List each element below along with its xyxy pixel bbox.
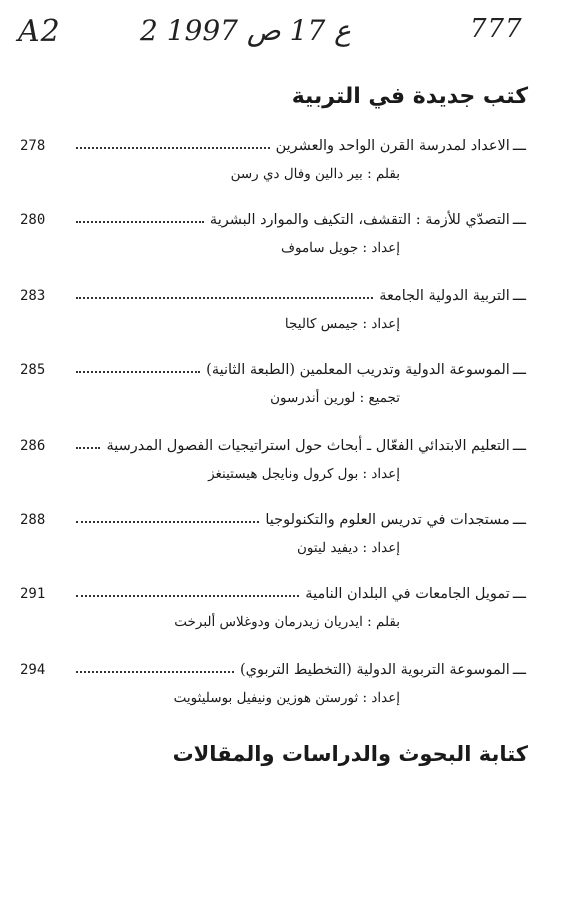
toc-entry (0, 432, 566, 510)
toc-entry (0, 506, 566, 584)
entry-page-number: 283 (20, 288, 46, 304)
entry-dash: ـــ (512, 136, 526, 154)
entry-title: تمويل الجامعات في البلدان النامية (305, 586, 510, 602)
entry-author: إعداد : جويل ساموف (280, 240, 400, 256)
handwritten-note-left: A2 (18, 14, 61, 49)
entry-page-number: 294 (20, 662, 46, 678)
entry-author: بقلم : ايدريان زيدرمان ودوغلاس ألبرخت (174, 614, 400, 630)
entry-title: الاعداد لمدرسة القرن الواحد والعشرين (275, 138, 510, 154)
entry-dash: ـــ (512, 510, 526, 528)
leader-dots (76, 220, 204, 223)
entry-author: إعداد : جيمس كاليجا (284, 316, 400, 332)
toc-entry (0, 206, 566, 284)
entry-author: إعداد : بول كرول ونايجل هيستينغز (208, 466, 400, 482)
entry-author: بقلم : بير دالين وفال دي رسن (230, 166, 400, 182)
entry-page-number: 286 (20, 438, 46, 454)
leader-dots (76, 446, 100, 449)
entry-page-number: 280 (20, 212, 46, 228)
entry-title: الموسوعة الدولية وتدريب المعلمين (الطبعة الثانية) (206, 362, 510, 378)
entry-dash: ـــ (512, 584, 526, 602)
leader-dots (76, 146, 270, 149)
entry-dash: ـــ (512, 436, 526, 454)
toc-entry (0, 132, 566, 210)
bottom-section-title: كتابة البحوث والدراسات والمقالات (172, 742, 528, 766)
entry-title: التصدّي للأزمة : التقشف، التكيف والموارد البشرية (209, 212, 510, 228)
entry-author: إعداد : ثورستن هوزين ونيفيل بوسليثويت (173, 690, 400, 706)
entry-title: مستجدات في تدريس العلوم والتكنولوجيا (265, 512, 510, 528)
handwritten-note-right: 777 (470, 14, 523, 44)
toc-entry (0, 356, 566, 434)
leader-dots (76, 594, 299, 597)
toc-entry (0, 580, 566, 658)
leader-dots (76, 296, 373, 299)
handwritten-note-date: 2 ع 17 ص 1997 (140, 14, 351, 47)
entry-page-number: 291 (20, 586, 46, 602)
section-title: كتب جديدة في التربية (291, 84, 528, 109)
toc-entry (0, 282, 566, 360)
entry-author: إعداد : ديفيد ليتون (297, 540, 400, 556)
entry-dash: ـــ (512, 210, 526, 228)
leader-dots (76, 670, 234, 673)
entry-dash: ـــ (512, 360, 526, 378)
entry-dash: ـــ (512, 286, 526, 304)
leader-dots (76, 520, 259, 523)
entry-page-number: 288 (20, 512, 46, 528)
leader-dots (76, 370, 200, 373)
entry-page-number: 285 (20, 362, 46, 378)
entry-title: التربية الدولية الجامعة (379, 288, 510, 304)
entry-page-number: 278 (20, 138, 46, 154)
entry-title: الموسوعة التربوية الدولية (التخطيط التربوي) (239, 662, 510, 678)
toc-entry (0, 656, 566, 734)
entry-title: التعليم الابتدائي الفعّال ـ أبحاث حول استراتيجيات الفصول المدرسية (106, 438, 510, 454)
entry-dash: ـــ (512, 660, 526, 678)
entry-author: تجميع : لورين أندرسون (270, 390, 400, 406)
